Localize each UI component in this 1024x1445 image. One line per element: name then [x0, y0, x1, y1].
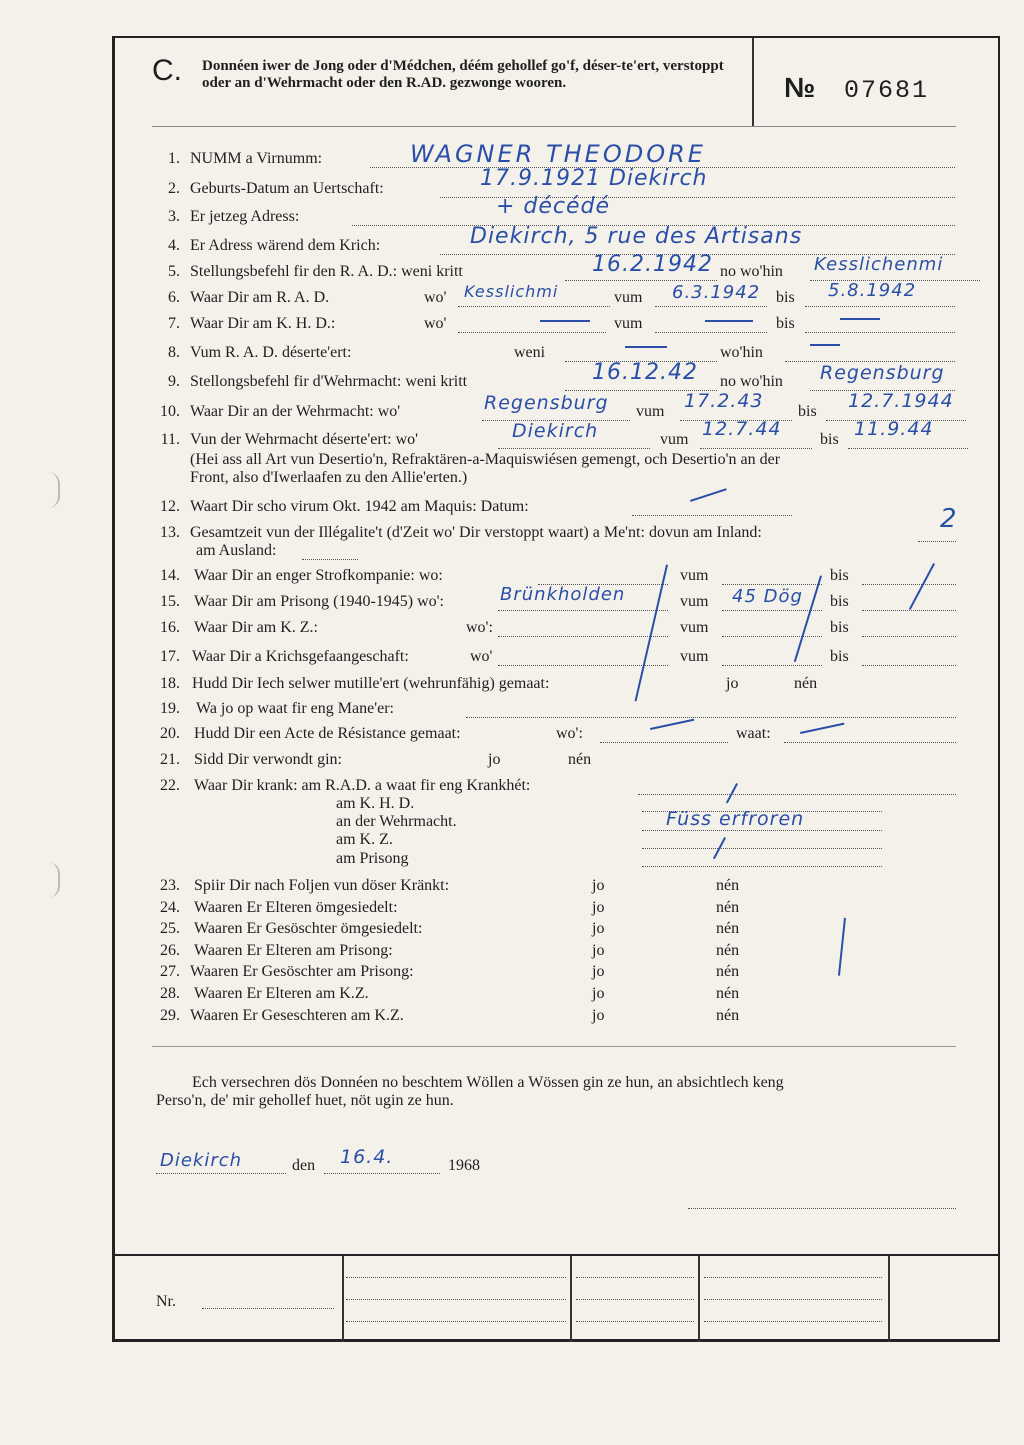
row-number: 13. — [160, 524, 180, 541]
table-line[interactable] — [576, 1320, 694, 1322]
dash-mark — [625, 346, 667, 348]
field-label: bis — [820, 431, 839, 448]
number-sign: № — [784, 72, 816, 103]
dash-mark — [810, 344, 840, 346]
wm-order-place-value: Regensburg — [820, 362, 945, 384]
note-line-1: (Hei ass all Art vun Desertio'n, Refraktären-a-Maquiswiésen gemengt, och Desertio'n an der — [190, 451, 781, 468]
no-option[interactable]: nén — [716, 985, 740, 1002]
field-label: Waart Dir scho virum Okt. 1942 am Maquis: Datum: — [190, 498, 529, 515]
row-number: 24. — [160, 899, 180, 916]
row-number: 9. — [168, 373, 180, 390]
prison-from-field[interactable] — [722, 609, 822, 611]
table-line[interactable] — [346, 1320, 566, 1322]
yes-option[interactable]: jo — [488, 751, 501, 768]
field-label: wo' — [470, 648, 493, 665]
illness-rad-field[interactable] — [638, 793, 956, 795]
row-number: 7. — [168, 315, 180, 332]
row-number: 4. — [168, 237, 180, 254]
field-label: Hudd Dir een Acte de Résistance gemaat: — [194, 725, 461, 742]
resistance-where-field[interactable] — [600, 741, 728, 743]
table-line[interactable] — [576, 1276, 694, 1278]
row-number: 11. — [160, 431, 180, 448]
field-label: Er Adress wärend dem Krich: — [190, 237, 381, 254]
field-label: Waar Dir am K. Z.: — [194, 619, 318, 636]
row-number: 15. — [160, 593, 180, 610]
field-label: bis — [830, 567, 849, 584]
rad-to-value: 5.8.1942 — [828, 280, 917, 301]
note-line-2: Front, also d'Iwerlaafen zu den Allie'erten.) — [190, 469, 468, 486]
field-label: Vum R. A. D. déserte'ert: — [190, 344, 352, 361]
address-value: + décédé — [496, 194, 611, 219]
field-label: vum — [614, 315, 643, 332]
field-label: Waar Dir an der Wehrmacht: wo' — [190, 403, 401, 420]
section-letter: C. — [152, 54, 182, 87]
field-label: vum — [680, 619, 709, 636]
mutilation-method-field[interactable] — [466, 716, 956, 718]
field-label: Sidd Dir verwondt gin: — [194, 751, 342, 768]
field-label: bis — [830, 648, 849, 665]
field-label: wo' — [424, 315, 447, 332]
dash-mark — [540, 320, 590, 322]
wm-desert-from-field[interactable] — [700, 447, 812, 449]
field-label: Spiir Dir nach Foljen vun döser Kränkt: — [194, 877, 450, 894]
yes-option[interactable]: jo — [592, 877, 605, 894]
wm-order-date-value: 16.12.42 — [592, 360, 698, 385]
rad-order-date-value: 16.2.1942 — [592, 252, 713, 277]
field-label: bis — [776, 315, 795, 332]
section-divider — [152, 1046, 956, 1047]
form-number: 07681 — [844, 76, 930, 105]
table-divider — [570, 1256, 572, 1342]
field-label: Waaren Er Geseschteren am K.Z. — [190, 1007, 404, 1024]
field-label: Vun der Wehrmacht déserte'ert: wo' — [190, 431, 419, 448]
strofkompanie-to-field[interactable] — [862, 583, 956, 585]
row-number: 26. — [160, 942, 180, 959]
wm-where-value: Regensburg — [484, 392, 609, 414]
prison-where-value: Brünkholden — [500, 584, 626, 605]
kz-where-field[interactable] — [498, 635, 668, 637]
field-label: vum — [680, 593, 709, 610]
field-label: Geburts-Datum an Uertschaft: — [190, 180, 384, 197]
no-option[interactable]: nén — [716, 1007, 740, 1024]
illness-wehrmacht-value: Füss erfroren — [666, 808, 805, 830]
row-number: 27. — [160, 963, 180, 980]
row-number: 12. — [160, 498, 180, 515]
strofkompanie-from-field[interactable] — [722, 583, 822, 585]
row-number: 3. — [168, 208, 180, 225]
rad-where-field[interactable] — [458, 305, 610, 307]
signature-date-field[interactable] — [324, 1172, 440, 1174]
table-line[interactable] — [346, 1298, 566, 1300]
field-label: vum — [636, 403, 665, 420]
declaration-line-1: Ech versechren dös Donnéen no beschtem Wöllen a Wössen gin ze hun, an absichtlech keng — [192, 1074, 784, 1091]
no-option[interactable]: nén — [568, 751, 592, 768]
signature-place-value: Diekirch — [160, 1150, 243, 1171]
field-label: Gesamtzeit vun der Illégalite't (d'Zeit wo' Dir verstoppt waart) a Me'nt: dovun am Inland: — [190, 524, 762, 541]
field-label: bis — [830, 619, 849, 636]
row-number: 25. — [160, 920, 180, 937]
yes-option[interactable]: jo — [592, 920, 605, 937]
war-address-value: Diekirch, 5 rue des Artisans — [470, 224, 803, 249]
field-label: weni — [514, 344, 546, 361]
nr-field[interactable] — [202, 1307, 334, 1309]
wm-desert-to-field[interactable] — [848, 447, 968, 449]
table-line[interactable] — [704, 1320, 882, 1322]
wm-desert-where-value: Diekirch — [512, 420, 599, 442]
birth-value: 17.9.1921 Diekirch — [480, 166, 708, 191]
field-label: vum — [660, 431, 689, 448]
illness-kz-field[interactable] — [642, 847, 882, 849]
illness-khd-label: am K. H. D. — [336, 795, 415, 812]
header-divider — [752, 38, 754, 126]
yes-option[interactable]: jo — [592, 963, 605, 980]
field-label: waat: — [736, 725, 771, 742]
declaration-line-2: Perso'n, de' mir gehollef huet, nöt ugin ze hun. — [156, 1092, 454, 1109]
illness-wehrmacht-label: an der Wehrmacht. — [336, 813, 457, 830]
signature-year: 1968 — [448, 1157, 480, 1174]
field-label: wo': — [556, 725, 583, 742]
row-number: 29. — [160, 1007, 180, 1024]
khd-from-field[interactable] — [655, 331, 767, 333]
rad-order-place-value: Kesslichenmi — [814, 254, 944, 275]
yes-option[interactable]: jo — [592, 1007, 605, 1024]
wm-desert-from-value: 12.7.44 — [702, 418, 782, 440]
illness-kz-label: am K. Z. — [336, 831, 393, 848]
field-label: vum — [614, 289, 643, 306]
no-option[interactable]: nén — [716, 877, 740, 894]
field-label: Waaren Er Gesöschter am Prisong: — [190, 963, 414, 980]
no-option[interactable]: nén — [716, 963, 740, 980]
den-label: den — [292, 1157, 316, 1174]
dash-mark — [705, 320, 753, 322]
field-label: Waar Dir a Krichsgefaangeschaft: — [192, 648, 409, 665]
header-rule — [152, 126, 956, 127]
row-number: 14. — [160, 567, 180, 584]
yes-option[interactable]: jo — [726, 675, 739, 692]
table-divider — [698, 1256, 700, 1342]
row-number: 10. — [160, 403, 180, 420]
no-option[interactable]: nén — [716, 899, 740, 916]
row-number: 19. — [160, 700, 180, 717]
field-label: Waar Dir am K. H. D.: — [190, 315, 336, 332]
wm-desert-to-value: 11.9.44 — [854, 418, 934, 440]
no-option[interactable]: nén — [716, 942, 740, 959]
field-label: vum — [680, 567, 709, 584]
row-number: 16. — [160, 619, 180, 636]
khd-to-field[interactable] — [805, 331, 955, 333]
name-value: WAGNER THEODORE — [410, 140, 706, 168]
rad-from-field[interactable] — [655, 305, 767, 307]
field-label: Waar Dir am R. A. D. — [190, 289, 330, 306]
field-label: NUMM a Virnumm: — [190, 150, 323, 167]
rad-order-date-field[interactable] — [565, 279, 717, 281]
field-label: no wo'hin — [720, 373, 783, 390]
yes-option[interactable]: jo — [592, 899, 605, 916]
field-label: Er jetzeg Adress: — [190, 208, 300, 225]
row-number: 18. — [160, 675, 180, 692]
field-label: Waaren Er Elteren am K.Z. — [194, 985, 369, 1002]
inland-value: 2 — [940, 504, 958, 534]
table-line[interactable] — [576, 1298, 694, 1300]
rad-from-value: 6.3.1942 — [672, 282, 761, 303]
row-number: 6. — [168, 289, 180, 306]
kz-from-field[interactable] — [722, 635, 822, 637]
wm-desert-where-field[interactable] — [498, 447, 650, 449]
kz-to-field[interactable] — [862, 635, 956, 637]
yes-option[interactable]: jo — [592, 985, 605, 1002]
table-divider — [342, 1256, 344, 1342]
signature-place-field[interactable] — [156, 1172, 286, 1174]
abroad-label: am Ausland: — [196, 542, 277, 559]
field-label: bis — [830, 593, 849, 610]
field-label: Hudd Dir Iech selwer mutille'ert (wehrunfähig) gemaat: — [192, 675, 550, 692]
row-number: 28. — [160, 985, 180, 1002]
row-number: 8. — [168, 344, 180, 361]
field-label: vum — [680, 648, 709, 665]
field-label: Wa jo op waat fir eng Mane'er: — [196, 700, 394, 717]
field-label: Stellongsbefehl fir d'Wehrmacht: weni kritt — [190, 373, 468, 390]
punch-hole-mark — [48, 472, 60, 508]
field-label: bis — [776, 289, 795, 306]
row-number: 23. — [160, 877, 180, 894]
field-label: Waar Dir am Prisong (1940-1945) wo': — [194, 593, 444, 610]
field-label: no wo'hin — [720, 263, 783, 280]
form-title: Donnéen iwer de Jong oder d'Médchen, déém gehollef go'f, déser-te'ert, verstoppt oder an d'Wehrmacht oder den R.AD. gezwonge wooren. — [202, 58, 724, 91]
field-label: Waar Dir krank: am R.A.D. a waat fir eng Krankhét: — [194, 777, 531, 794]
nr-label: Nr. — [156, 1293, 176, 1310]
prison-where-field[interactable] — [498, 609, 668, 611]
row-number: 20. — [160, 725, 180, 742]
row-number: 2. — [168, 180, 180, 197]
wm-from-value: 17.2.43 — [684, 390, 764, 412]
field-label: bis — [798, 403, 817, 420]
dash-mark — [840, 318, 880, 320]
maquis-date-field[interactable] — [632, 514, 792, 516]
row-number: 22. — [160, 777, 180, 794]
signature-field[interactable] — [688, 1207, 956, 1209]
row-number: 5. — [168, 263, 180, 280]
table-line[interactable] — [704, 1276, 882, 1278]
resistance-what-field[interactable] — [784, 741, 956, 743]
field-label: Stellungsbefehl fir den R. A. D.: weni kritt — [190, 263, 463, 280]
yes-option[interactable]: jo — [592, 942, 605, 959]
punch-hole-mark — [48, 862, 60, 898]
row-number: 21. — [160, 751, 180, 768]
table-line[interactable] — [346, 1276, 566, 1278]
wm-to-value: 12.7.1944 — [848, 390, 954, 412]
field-label: Waaren Er Elteren ömgesiedelt: — [194, 899, 398, 916]
field-label: Waaren Er Gesöschter ömgesiedelt: — [194, 920, 423, 937]
inland-field[interactable] — [918, 540, 956, 542]
illness-prison-label: am Prisong — [336, 850, 409, 867]
table-divider — [888, 1256, 890, 1342]
field-label: wo' — [424, 289, 447, 306]
illness-prison-field[interactable] — [642, 865, 882, 867]
row-number: 17. — [160, 648, 180, 665]
khd-where-field[interactable] — [458, 331, 606, 333]
no-option[interactable]: nén — [794, 675, 818, 692]
rad-where-value: Kesslichmi — [464, 282, 559, 301]
rad-to-field[interactable] — [805, 305, 955, 307]
field-label: wo': — [466, 619, 493, 636]
prison-from-value: 45 Dög — [732, 586, 803, 607]
row-number: 1. — [168, 150, 180, 167]
no-option[interactable]: nén — [716, 920, 740, 937]
field-label: wo'hin — [720, 344, 763, 361]
abroad-field[interactable] — [302, 558, 358, 560]
table-line[interactable] — [704, 1298, 882, 1300]
pow-from-field[interactable] — [722, 664, 822, 666]
signature-date-value: 16.4. — [340, 1146, 394, 1168]
field-label: Waaren Er Elteren am Prisong: — [194, 942, 393, 959]
pow-to-field[interactable] — [862, 664, 956, 666]
field-label: Waar Dir an enger Strofkompanie: wo: — [194, 567, 443, 584]
